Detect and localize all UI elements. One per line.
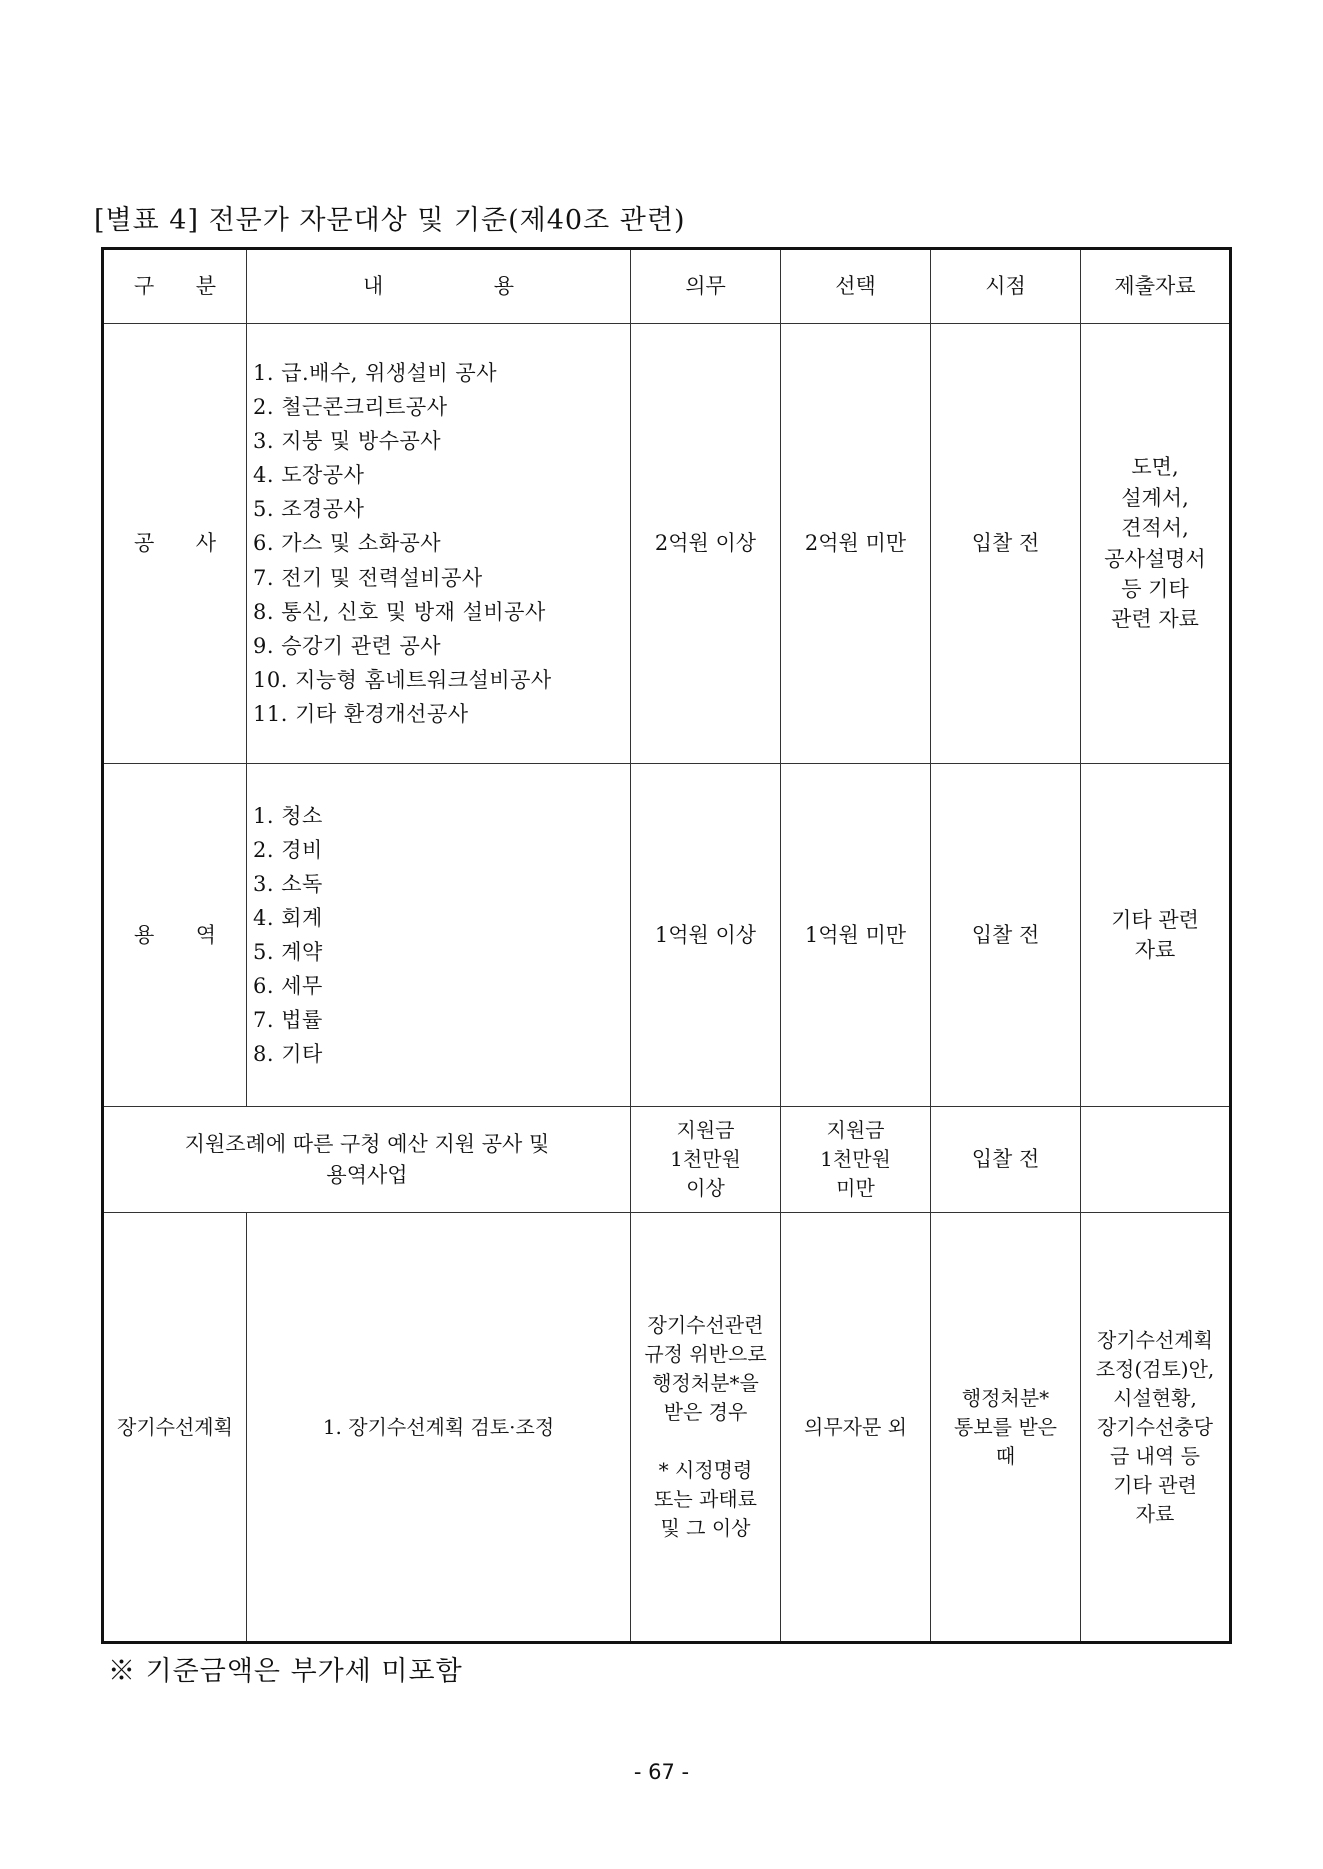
page-number: - 67 - (633, 1760, 690, 1784)
list-item: 1. 청소 (253, 803, 323, 828)
header-optional: 선택 (781, 249, 931, 324)
table-row-subsidy (103, 1107, 1231, 1213)
list-item: 3. 소독 (253, 871, 323, 896)
optional-service: 1억원 미만 (781, 764, 931, 1107)
list-item: 4. 도장공사 (253, 463, 365, 488)
list-item: 4. 회계 (253, 905, 323, 930)
list-item: 11. 기타 환경개선공사 (253, 701, 469, 726)
mandatory-construction: 2억원 이상 (631, 324, 781, 764)
list-item: 5. 계약 (253, 940, 323, 964)
content-longterm: 1. 장기수선계획 검토·조정 (247, 1213, 631, 1643)
list-item: 2. 경비 (253, 837, 323, 862)
timing-longterm: 행정처분* 통보를 받은 때 (931, 1213, 1081, 1643)
header-category: 구 분 (103, 249, 247, 324)
list-item: 6. 세무 (253, 974, 323, 999)
service-item-list (253, 799, 624, 1071)
list-item: 8. 기타 (253, 1042, 323, 1067)
table-row-service (103, 764, 1231, 1107)
timing-subsidy: 입찰 전 (931, 1107, 1081, 1213)
header-content: 내 용 (247, 249, 631, 324)
header-mandatory: 의무 (631, 249, 781, 324)
optional-construction: 2억원 미만 (781, 324, 931, 764)
documents-construction: 도면, 설계서, 견적서, 공사설명서 등 기타 관련 자료 (1081, 324, 1231, 764)
list-item: 10. 지능형 홈네트워크설비공사 (253, 667, 552, 692)
documents-subsidy (1081, 1107, 1231, 1213)
list-item: 7. 전기 및 전력설비공사 (253, 565, 483, 590)
advisory-criteria-table (101, 247, 1232, 1644)
header-row (103, 249, 1231, 324)
construction-item-list (253, 356, 624, 730)
list-item: 6. 가스 및 소화공사 (253, 531, 442, 556)
list-item: 1. 급.배수, 위생설비 공사 (253, 361, 497, 386)
list-item: 3. 지붕 및 방수공사 (253, 429, 442, 454)
timing-construction: 입찰 전 (931, 324, 1081, 764)
page-title: [별표 4] 전문가 자문대상 및 기준(제40조 관련) (94, 205, 686, 236)
list-item: 8. 통신, 신호 및 방재 설비공사 (253, 599, 546, 624)
list-item: 2. 철근콘크리트공사 (253, 395, 448, 420)
list-item: 5. 조경공사 (253, 497, 365, 522)
optional-longterm: 의무자문 외 (781, 1213, 931, 1643)
content-subsidy: 지원조례에 따른 구청 예산 지원 공사 및 용역사업 (103, 1107, 631, 1213)
category-construction: 공 사 (103, 324, 247, 764)
list-item: 9. 승강기 관련 공사 (253, 633, 442, 658)
header-timing: 시점 (931, 249, 1081, 324)
documents-service: 기타 관련 자료 (1081, 764, 1231, 1107)
optional-subsidy: 지원금 1천만원 미만 (781, 1107, 931, 1213)
table-row-construction (103, 324, 1231, 764)
category-service: 용 역 (103, 764, 247, 1107)
footnote: ※ 기준금액은 부가세 미포함 (108, 1656, 463, 1687)
header-documents: 제출자료 (1081, 249, 1231, 324)
mandatory-service: 1억원 이상 (631, 764, 781, 1107)
list-item: 7. 법률 (253, 1008, 323, 1033)
category-longterm: 장기수선계획 (103, 1213, 247, 1643)
mandatory-longterm: 장기수선관련 규정 위반으로 행정처분*을 받은 경우 * 시정명령 또는 과태료 및 그 이상 (631, 1213, 781, 1643)
table-row-longterm (103, 1213, 1231, 1643)
mandatory-subsidy: 지원금 1천만원 이상 (631, 1107, 781, 1213)
content-service (247, 764, 631, 1107)
documents-longterm: 장기수선계획 조정(검토)안, 시설현황, 장기수선충당 금 내역 등 기타 관련 자료 (1081, 1213, 1231, 1643)
content-construction (247, 324, 631, 764)
timing-service: 입찰 전 (931, 764, 1081, 1107)
